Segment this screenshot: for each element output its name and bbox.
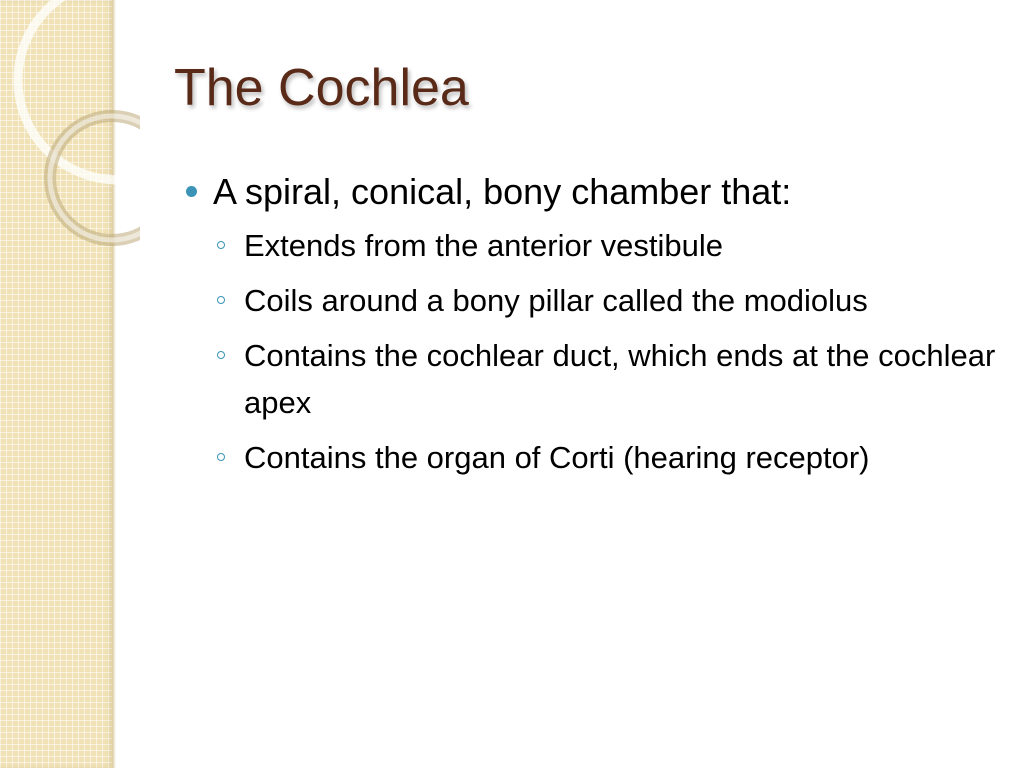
filled-circle-bullet-icon: [186, 186, 197, 197]
sub-bullet-text: Contains the cochlear duct, which ends at the cochlear apex: [244, 338, 996, 420]
hollow-circle-bullet-icon: [217, 453, 225, 461]
slide-title: The Cochlea: [174, 59, 469, 117]
sub-bullet: [186, 332, 1006, 426]
bullet-text: A spiral, conical, bony chamber that:: [213, 171, 792, 212]
sub-bullet: [186, 277, 1006, 324]
hollow-circle-bullet-icon: [217, 296, 225, 304]
hollow-circle-bullet-icon: [217, 241, 225, 249]
sub-bullet: [186, 222, 1006, 269]
sub-bullet-text: Contains the organ of Corti (hearing receptor): [244, 440, 870, 475]
sub-bullet-text: Extends from the anterior vestibule: [244, 228, 724, 263]
decorative-side-band: [0, 0, 112, 768]
sub-bullet-text: Coils around a bony pillar called the modiolus: [244, 283, 868, 318]
sub-bullet: [186, 434, 1006, 481]
bullet-level1: [186, 170, 1006, 214]
side-band-edge: [112, 0, 116, 768]
slide-content: [186, 170, 1006, 489]
hollow-circle-bullet-icon: [217, 351, 225, 359]
